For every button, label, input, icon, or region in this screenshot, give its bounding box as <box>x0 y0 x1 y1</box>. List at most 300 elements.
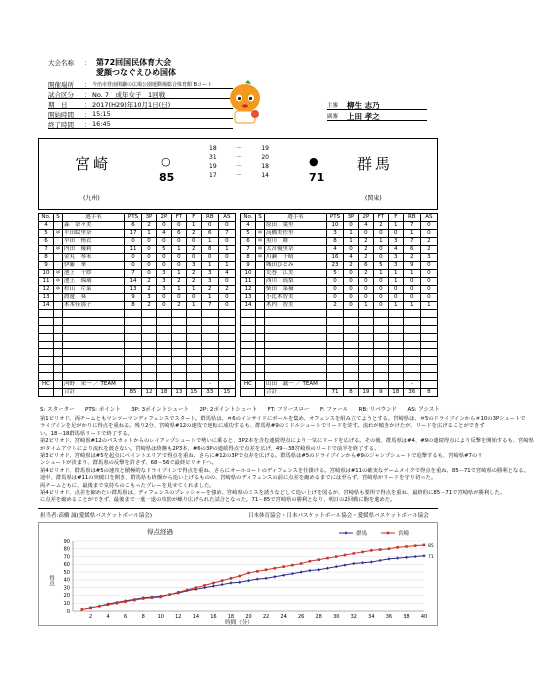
stat-cell: 2 <box>218 286 235 294</box>
legend-marker <box>344 531 347 534</box>
stat-cell <box>53 381 62 389</box>
data-point <box>116 602 119 605</box>
player-name-cell <box>63 325 125 333</box>
data-point <box>256 570 259 573</box>
table-row <box>241 286 438 294</box>
data-point <box>405 545 408 548</box>
data-point <box>212 582 215 585</box>
report-line: い。18－18群馬県リードで終了する。 <box>40 430 133 437</box>
data-point <box>151 596 154 599</box>
player-name-cell: 荒巻 江美 <box>265 270 327 278</box>
stat-cell: 36 <box>403 389 420 397</box>
stat-cell <box>186 317 201 325</box>
start-label: 開始時間 <box>48 111 74 119</box>
total-row <box>39 389 236 397</box>
stat-cell: 1 <box>171 270 186 278</box>
stat-cell <box>39 349 54 357</box>
x-tick-label: 14 <box>192 614 200 620</box>
stat-cell <box>39 357 54 365</box>
stat-cell: 6 <box>124 222 141 230</box>
stat-cell: ＊ <box>257 246 263 252</box>
table-row <box>241 238 438 246</box>
game-report <box>40 416 534 506</box>
legend-rb: RB: リバウンド <box>358 407 398 413</box>
stat-cell: 0 <box>344 222 359 230</box>
q4-home: 17 <box>209 172 217 179</box>
stat-cell: 12 <box>39 286 54 294</box>
column-header: FT <box>373 214 388 222</box>
stat-cell <box>171 365 186 373</box>
stat-cell: 1 <box>403 302 420 310</box>
stat-cell <box>186 333 201 341</box>
date-label: 期 日 <box>48 101 68 109</box>
stat-cell <box>142 325 157 333</box>
table-row <box>39 365 236 373</box>
stat-cell <box>388 341 403 349</box>
coach-row <box>39 381 236 389</box>
column-header: AS <box>218 214 235 222</box>
stat-cell <box>420 381 437 389</box>
stat-cell <box>255 333 264 341</box>
player-name-cell: 森 奈々美 <box>63 222 125 230</box>
stat-cell: 1 <box>186 222 201 230</box>
stat-cell <box>420 310 437 318</box>
stat-cell: 13 <box>39 294 54 302</box>
legend-starter: S: スターター <box>40 407 75 413</box>
stat-cell: 3 <box>326 230 343 238</box>
stat-cell: 4 <box>156 230 171 238</box>
x-tick-label: 18 <box>227 614 235 620</box>
column-header: F <box>186 214 201 222</box>
stat-cell: 1 <box>420 302 437 310</box>
stat-cell <box>388 381 403 389</box>
stat-cell: 15 <box>218 389 235 397</box>
stat-cell <box>201 349 218 357</box>
stat-cell <box>326 349 343 357</box>
stat-cell <box>201 325 218 333</box>
stat-cell: 0 <box>201 254 218 262</box>
data-point <box>352 562 355 565</box>
player-name-cell: 大宮優里奈 <box>265 246 327 254</box>
column-header: F <box>388 214 403 222</box>
stat-cell <box>218 341 235 349</box>
report-line: 途中、群馬県は#11の突破口を開き、群馬県も終盤から追い上げるものの、宮崎県のディフェンスの前に点差を縮めるまでには至らず、宮崎県がリードを守り切った。 <box>40 475 437 482</box>
home-team-name: 宮崎 <box>75 155 112 173</box>
stat-cell: 2 <box>420 246 437 254</box>
stat-cell: 0 <box>358 286 373 294</box>
player-name-cell <box>63 317 125 325</box>
stat-cell: 1 <box>403 230 420 238</box>
data-point <box>133 599 136 602</box>
stat-cell <box>171 325 186 333</box>
q3-home: 19 <box>209 163 217 170</box>
player-name-cell <box>265 310 327 318</box>
stat-cell: 2 <box>358 254 373 262</box>
stat-cell: 7 <box>218 230 235 238</box>
stat-cell <box>53 254 62 262</box>
stat-cell <box>388 325 403 333</box>
q3-away: 18 <box>261 163 269 170</box>
stat-cell <box>326 341 343 349</box>
stat-cell <box>156 333 171 341</box>
stat-cell <box>124 349 141 357</box>
data-point <box>300 571 303 574</box>
stat-cell <box>388 373 403 381</box>
stat-cell: 11 <box>124 246 141 254</box>
stat-cell: 5 <box>39 230 54 238</box>
stat-cell: 6 <box>39 238 54 246</box>
stat-cell: 23 <box>326 262 343 270</box>
stat-cell <box>358 310 373 318</box>
stat-cell <box>156 349 171 357</box>
stat-cell <box>358 333 373 341</box>
player-name-cell <box>265 357 327 365</box>
player-name-cell: 金丸 琴未 <box>63 254 125 262</box>
stat-cell: 1 <box>373 238 388 246</box>
table-row <box>39 302 236 310</box>
stat-cell: 3 <box>156 286 171 294</box>
data-point <box>370 549 373 552</box>
mascot-logo <box>226 80 264 126</box>
data-point <box>229 581 232 584</box>
stat-cell <box>142 317 157 325</box>
x-tick-label: 36 <box>385 614 393 620</box>
stat-cell: 4 <box>241 222 256 230</box>
stat-cell: 0 <box>156 262 171 270</box>
stat-cell: 13 <box>241 294 256 302</box>
player-name-cell <box>63 310 125 318</box>
stat-cell: 6 <box>403 246 420 254</box>
stat-cell <box>218 325 235 333</box>
stat-cell: 0 <box>218 294 235 302</box>
player-name-cell <box>63 349 125 357</box>
stat-cell: 3 <box>388 254 403 262</box>
x-axis-label: 時間（分） <box>225 620 253 626</box>
stat-cell: 0 <box>218 238 235 246</box>
stat-cell <box>373 317 388 325</box>
stat-cell <box>53 262 62 270</box>
stat-cell <box>156 365 171 373</box>
stat-cell: 2 <box>142 222 157 230</box>
table-row <box>241 325 438 333</box>
data-point <box>186 589 189 592</box>
stat-cell <box>326 357 343 365</box>
stat-cell: 1 <box>344 238 359 246</box>
coach-row <box>241 381 438 389</box>
stat-cell: 12 <box>241 286 256 294</box>
stat-cell: 0 <box>373 246 388 254</box>
stat-cell: 1 <box>186 302 201 310</box>
stat-cell: 8 <box>344 389 359 397</box>
y-tick-label: 40 <box>63 577 70 584</box>
referee-block <box>327 101 437 121</box>
table-row <box>39 373 236 381</box>
stat-cell: 1 <box>171 246 186 254</box>
stat-cell: 12 <box>142 389 157 397</box>
player-name-cell: 黒川 舞 <box>265 238 327 246</box>
stat-cell: 1 <box>388 222 403 230</box>
quarter-scores: 18 － 19 31 － 20 19 － 18 17 － 14 <box>209 145 269 179</box>
stat-cell <box>403 357 420 365</box>
data-point <box>317 568 320 571</box>
stat-cell <box>255 222 264 230</box>
stat-cell: 8 <box>241 254 256 262</box>
stat-cell <box>403 349 420 357</box>
stat-cell: 6 <box>358 262 373 270</box>
table-row <box>241 349 438 357</box>
stat-cell: 0 <box>373 278 388 286</box>
stat-cell <box>171 349 186 357</box>
stat-cell: 0 <box>124 238 141 246</box>
stat-cell: 0 <box>344 278 359 286</box>
stat-cell <box>344 349 359 357</box>
data-point <box>370 560 373 563</box>
report-line: 第2ピリオド、宮崎県#12のパスカットからのレイアップシュートで勢いに乗ると、3P2本を含む連続得点により一気にリードを広げる。その後、群馬県は#4、#9の連続得点により反撃を開始するも、宮崎県 <box>40 438 534 445</box>
stat-cell: HC <box>241 381 256 389</box>
stat-cell: 17 <box>124 230 141 238</box>
stat-cell <box>53 238 62 246</box>
stat-cell: 2 <box>201 286 218 294</box>
data-point <box>396 557 399 560</box>
stat-cell <box>255 262 264 270</box>
stat-cell: 0 <box>344 246 359 254</box>
stat-cell <box>255 317 264 325</box>
data-point <box>326 567 329 570</box>
stat-cell: 16 <box>326 254 343 262</box>
stat-cell: 0 <box>403 278 420 286</box>
table-row <box>241 278 438 286</box>
stat-cell <box>403 317 420 325</box>
x-tick-label: 16 <box>210 614 217 620</box>
end-value-label: 85 <box>428 543 434 549</box>
stat-cell: 11 <box>39 278 54 286</box>
column-header: S <box>255 214 264 222</box>
player-name-cell <box>265 333 327 341</box>
column-header: FT <box>171 214 186 222</box>
stat-cell: 0 <box>420 294 437 302</box>
stat-cell: 0 <box>358 230 373 238</box>
stat-cell <box>241 333 256 341</box>
stat-cell: 8 <box>124 302 141 310</box>
stat-cell <box>373 381 388 389</box>
stat-cell: 0 <box>171 262 186 270</box>
stat-cell: 0 <box>420 230 437 238</box>
table-row <box>241 230 438 238</box>
stats-legend <box>40 405 440 413</box>
stat-cell: 8 <box>39 254 54 262</box>
stat-cell <box>142 341 157 349</box>
table-row <box>241 341 438 349</box>
tournament-subtitle: 愛顔つなぐえひめ国体 <box>96 68 176 77</box>
stat-cell: 14 <box>124 278 141 286</box>
stat-cell <box>142 310 157 318</box>
stat-cell: 0 <box>358 294 373 302</box>
stat-cell: 0 <box>420 270 437 278</box>
player-name-cell: 池上 千紗 <box>63 270 125 278</box>
data-point <box>89 607 92 610</box>
stat-cell <box>255 349 264 357</box>
stat-cell: 2 <box>171 278 186 286</box>
stat-cell: 2 <box>186 270 201 278</box>
table-row <box>241 294 438 302</box>
stat-cell <box>326 317 343 325</box>
stat-cell: 0 <box>156 302 171 310</box>
table-row <box>39 310 236 318</box>
stat-cell <box>255 365 264 373</box>
data-point <box>221 579 224 582</box>
recorder-credit: 担当者:高橋 誠(愛媛県バスケットボール協会) <box>40 513 153 519</box>
stat-cell <box>53 333 62 341</box>
venue: 今治市営南関鎌の広場公園運動場総合体育館 Bコート <box>92 81 213 88</box>
data-point <box>142 597 145 600</box>
stat-cell <box>142 357 157 365</box>
stat-cell <box>326 365 343 373</box>
stat-cell <box>156 357 171 365</box>
player-name-cell: 杉山 芹菜 <box>63 286 125 294</box>
data-point <box>247 579 250 582</box>
stat-cell: 0 <box>388 230 403 238</box>
stat-cell <box>358 349 373 357</box>
stat-cell: 0 <box>156 254 171 262</box>
away-stats-table <box>240 213 438 397</box>
x-tick-label: 32 <box>350 614 357 620</box>
venue-label: 開催場所 <box>48 81 74 89</box>
stat-cell <box>142 349 157 357</box>
table-row <box>39 278 236 286</box>
data-point <box>282 565 285 568</box>
x-tick-label: 40 <box>420 614 428 620</box>
stat-cell: 3 <box>156 270 171 278</box>
y-tick-label: 20 <box>63 593 70 600</box>
stat-cell: 2 <box>142 302 157 310</box>
x-tick-label: 30 <box>333 614 340 620</box>
stat-cell <box>358 325 373 333</box>
y-tick-label: 80 <box>63 546 70 553</box>
data-point <box>282 574 285 577</box>
umpire-name: 上田 孝之 <box>347 112 380 121</box>
data-point <box>353 552 356 555</box>
data-point <box>335 555 338 558</box>
stat-cell <box>373 357 388 365</box>
stat-cell <box>373 333 388 341</box>
q1-away: 19 <box>261 145 269 152</box>
stat-cell: 2 <box>326 302 343 310</box>
stat-cell: 0 <box>171 222 186 230</box>
player-name-cell: 川瀬 千晴 <box>265 254 327 262</box>
report-line: ンシュートが決まり、群馬県の反撃を許さず、68－56で最終ピリオドへ。 <box>40 460 217 467</box>
player-name-cell: 渡邊 葵 <box>63 294 125 302</box>
player-name-cell: 木本佳那子 <box>63 302 125 310</box>
x-tick-label: 22 <box>262 614 270 620</box>
stat-cell: 18 <box>156 389 171 397</box>
stat-cell <box>142 365 157 373</box>
stat-cell <box>201 365 218 373</box>
stat-cell: 1 <box>142 230 157 238</box>
stat-cell <box>142 333 157 341</box>
stat-cell <box>124 341 141 349</box>
stat-cell: 4 <box>358 222 373 230</box>
stat-cell: 0 <box>171 294 186 302</box>
stat-cell: 9 <box>241 262 256 270</box>
table-row <box>241 333 438 341</box>
stat-cell: 9 <box>39 262 54 270</box>
stat-cell: - <box>403 381 420 389</box>
table-row <box>241 302 438 310</box>
column-header: 3P <box>142 214 157 222</box>
stat-cell <box>186 365 201 373</box>
stat-cell: 0 <box>218 222 235 230</box>
stat-cell <box>420 341 437 349</box>
stat-cell <box>403 325 420 333</box>
stat-cell: 0 <box>403 286 420 294</box>
stat-cell: 5 <box>326 270 343 278</box>
stat-cell: 2 <box>403 254 420 262</box>
stat-cell <box>142 373 157 381</box>
stat-cell: 2 <box>186 278 201 286</box>
stat-cell <box>53 341 62 349</box>
data-point <box>414 555 417 558</box>
data-point <box>212 585 215 588</box>
table-row <box>39 349 236 357</box>
stat-cell <box>241 365 256 373</box>
data-point <box>388 547 391 550</box>
stat-cell <box>156 341 171 349</box>
data-point <box>309 560 312 563</box>
stat-cell <box>255 286 264 294</box>
stat-cell <box>39 341 54 349</box>
stat-cell: 6 <box>201 230 218 238</box>
stat-cell <box>142 381 157 389</box>
legend-label: 群馬 <box>356 531 368 537</box>
stat-cell: 4 <box>39 222 54 230</box>
stat-cell <box>53 302 62 310</box>
stat-cell: 0 <box>388 294 403 302</box>
table-row <box>241 254 438 262</box>
tournament-name: 第72回国民体育大会 <box>96 58 172 67</box>
table-row <box>39 262 236 270</box>
legend-2p: 2P: 2ポイントシュート <box>199 407 258 413</box>
stat-cell: 0 <box>403 294 420 302</box>
data-point <box>361 551 364 554</box>
stat-cell: 0 <box>344 286 359 294</box>
stat-cell <box>255 278 264 286</box>
y-tick-label: 50 <box>63 569 70 576</box>
table-row <box>39 230 236 238</box>
stat-cell <box>326 373 343 381</box>
stat-cell: 5 <box>156 246 171 254</box>
x-tick-label: 6 <box>124 614 128 620</box>
stat-cell: 1 <box>344 230 359 238</box>
player-name-cell: 合計 <box>63 389 125 397</box>
stat-cell: 2 <box>142 278 157 286</box>
stat-cell: - <box>201 381 218 389</box>
stat-cell: ＊ <box>55 230 61 236</box>
stat-cell <box>53 325 62 333</box>
y-tick-label: 10 <box>63 601 70 608</box>
stat-cell: 13 <box>124 286 141 294</box>
stat-cell <box>171 341 186 349</box>
stat-cell <box>124 325 141 333</box>
stat-cell: 0 <box>344 294 359 302</box>
stat-cell <box>241 341 256 349</box>
stat-cell: 1 <box>358 302 373 310</box>
stat-cell: 13 <box>171 389 186 397</box>
table-row <box>39 238 236 246</box>
stat-cell: 8 <box>326 238 343 246</box>
stat-cell <box>326 381 343 389</box>
column-header: 2P <box>358 214 373 222</box>
stat-cell <box>201 317 218 325</box>
